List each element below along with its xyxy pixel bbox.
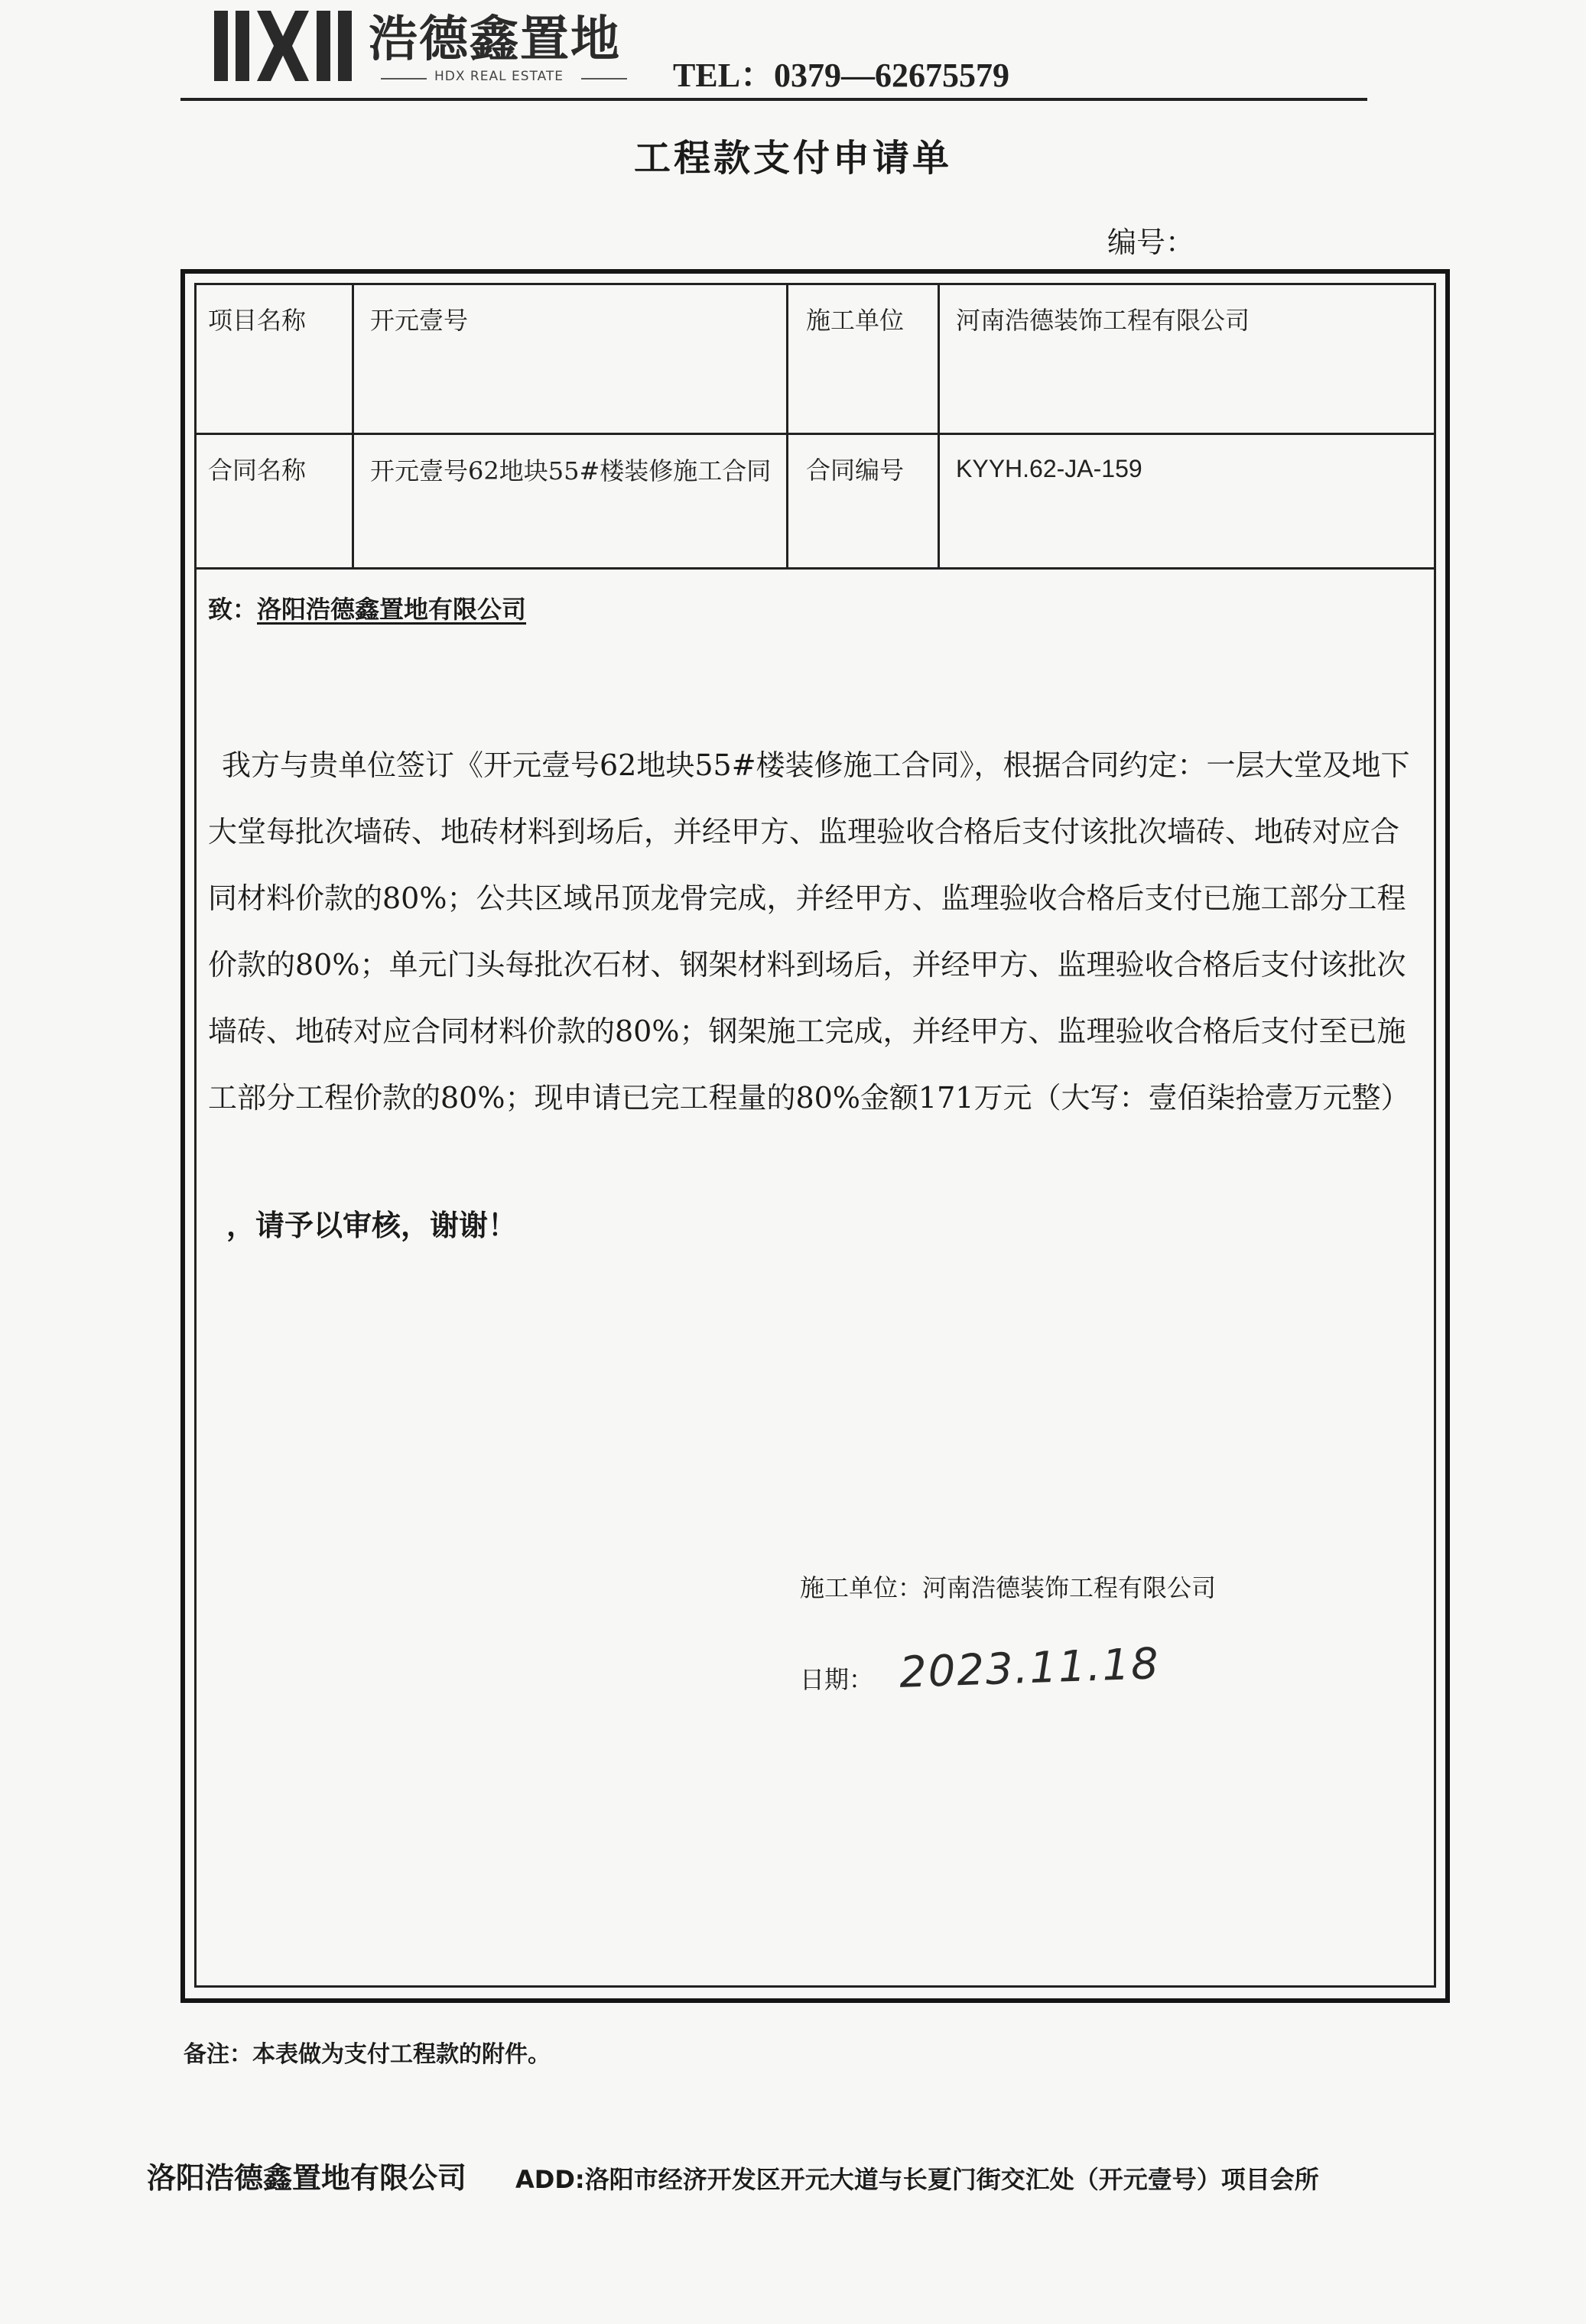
- handwritten-date: 2023.11.18: [898, 1639, 1161, 1698]
- construction-unit-value: 河南浩德装饰工程有限公司: [956, 306, 1250, 335]
- project-name-label: 项目名称: [208, 306, 307, 335]
- remark-note: 备注：本表做为支付工程款的附件。: [184, 2041, 551, 2068]
- addressee: [208, 590, 526, 625]
- brand-sub-text: HDX REAL ESTATE: [434, 69, 564, 84]
- contract-number-label: 合同编号: [806, 456, 905, 485]
- signature-date-label: 日期：: [800, 1665, 874, 1694]
- footer-company: 洛阳浩德鑫置地有限公司: [147, 2161, 467, 2195]
- telephone: TEL：0379—62675579: [673, 57, 1010, 94]
- application-body: 我方与贵单位签订《开元壹号62地块55#楼装修施工合同》，根据合同约定：一层大堂及地下大堂每批次墙砖、地砖材料到场后，并经甲方、监理验收合格后支付该批次墙砖、地砖对应合同材料价款的80%；公共区域吊顶龙骨完成，并经甲方、监理验收合格后支付已施工部分工程价款的80%；单元门头每批次石材、钢架材料到场后，并经甲方、监理验收合格后支付该批次墙砖、地砖对应合同材料价款的80%；钢架施工完成，并经甲方、监理验收合格后支付至已施工部分工程价款的80%；现申请已完工程量的80%金额171万元（大写：壹佰柒拾壹万元整）: [208, 748, 1410, 1115]
- table-col-divider: [938, 283, 940, 569]
- closing-line: ，请予以审核，谢谢！: [226, 1208, 518, 1242]
- contract-number-value: KYYH.62-JA-159: [956, 455, 1142, 482]
- contract-name-label: 合同名称: [208, 456, 307, 485]
- table-col-divider: [352, 283, 354, 569]
- document-title: 工程款支付申请单: [633, 137, 952, 180]
- contract-name-value: 开元壹号62地块55#楼装修施工合同: [370, 456, 772, 485]
- table-col-divider: [786, 283, 788, 569]
- signature-unit: 施工单位：河南浩德装饰工程有限公司: [800, 1573, 1217, 1602]
- addressee-company: 洛阳浩德鑫置地有限公司: [257, 595, 527, 624]
- brand-name: 浩德鑫置地: [369, 11, 621, 68]
- company-logo-mark: [214, 6, 352, 86]
- project-name-value: 开元壹号: [370, 306, 469, 335]
- serial-number-label: 编号：: [1107, 226, 1195, 259]
- table-row-divider: [194, 433, 1436, 435]
- table-row-divider: [194, 567, 1436, 570]
- construction-unit-label: 施工单位: [806, 306, 905, 335]
- form-inner-border: [194, 283, 1436, 1988]
- brand-subtitle: [381, 69, 633, 87]
- footer-address: ADD:洛阳市经济开发区开元大道与长夏门街交汇处（开元壹号）项目会所: [515, 2165, 1319, 2194]
- brand-sub-rule-left: [381, 78, 427, 80]
- footer: [147, 2154, 1319, 2196]
- header-divider: [180, 98, 1367, 101]
- addressee-label: 致：: [208, 595, 258, 624]
- brand-sub-rule-right: [581, 78, 627, 80]
